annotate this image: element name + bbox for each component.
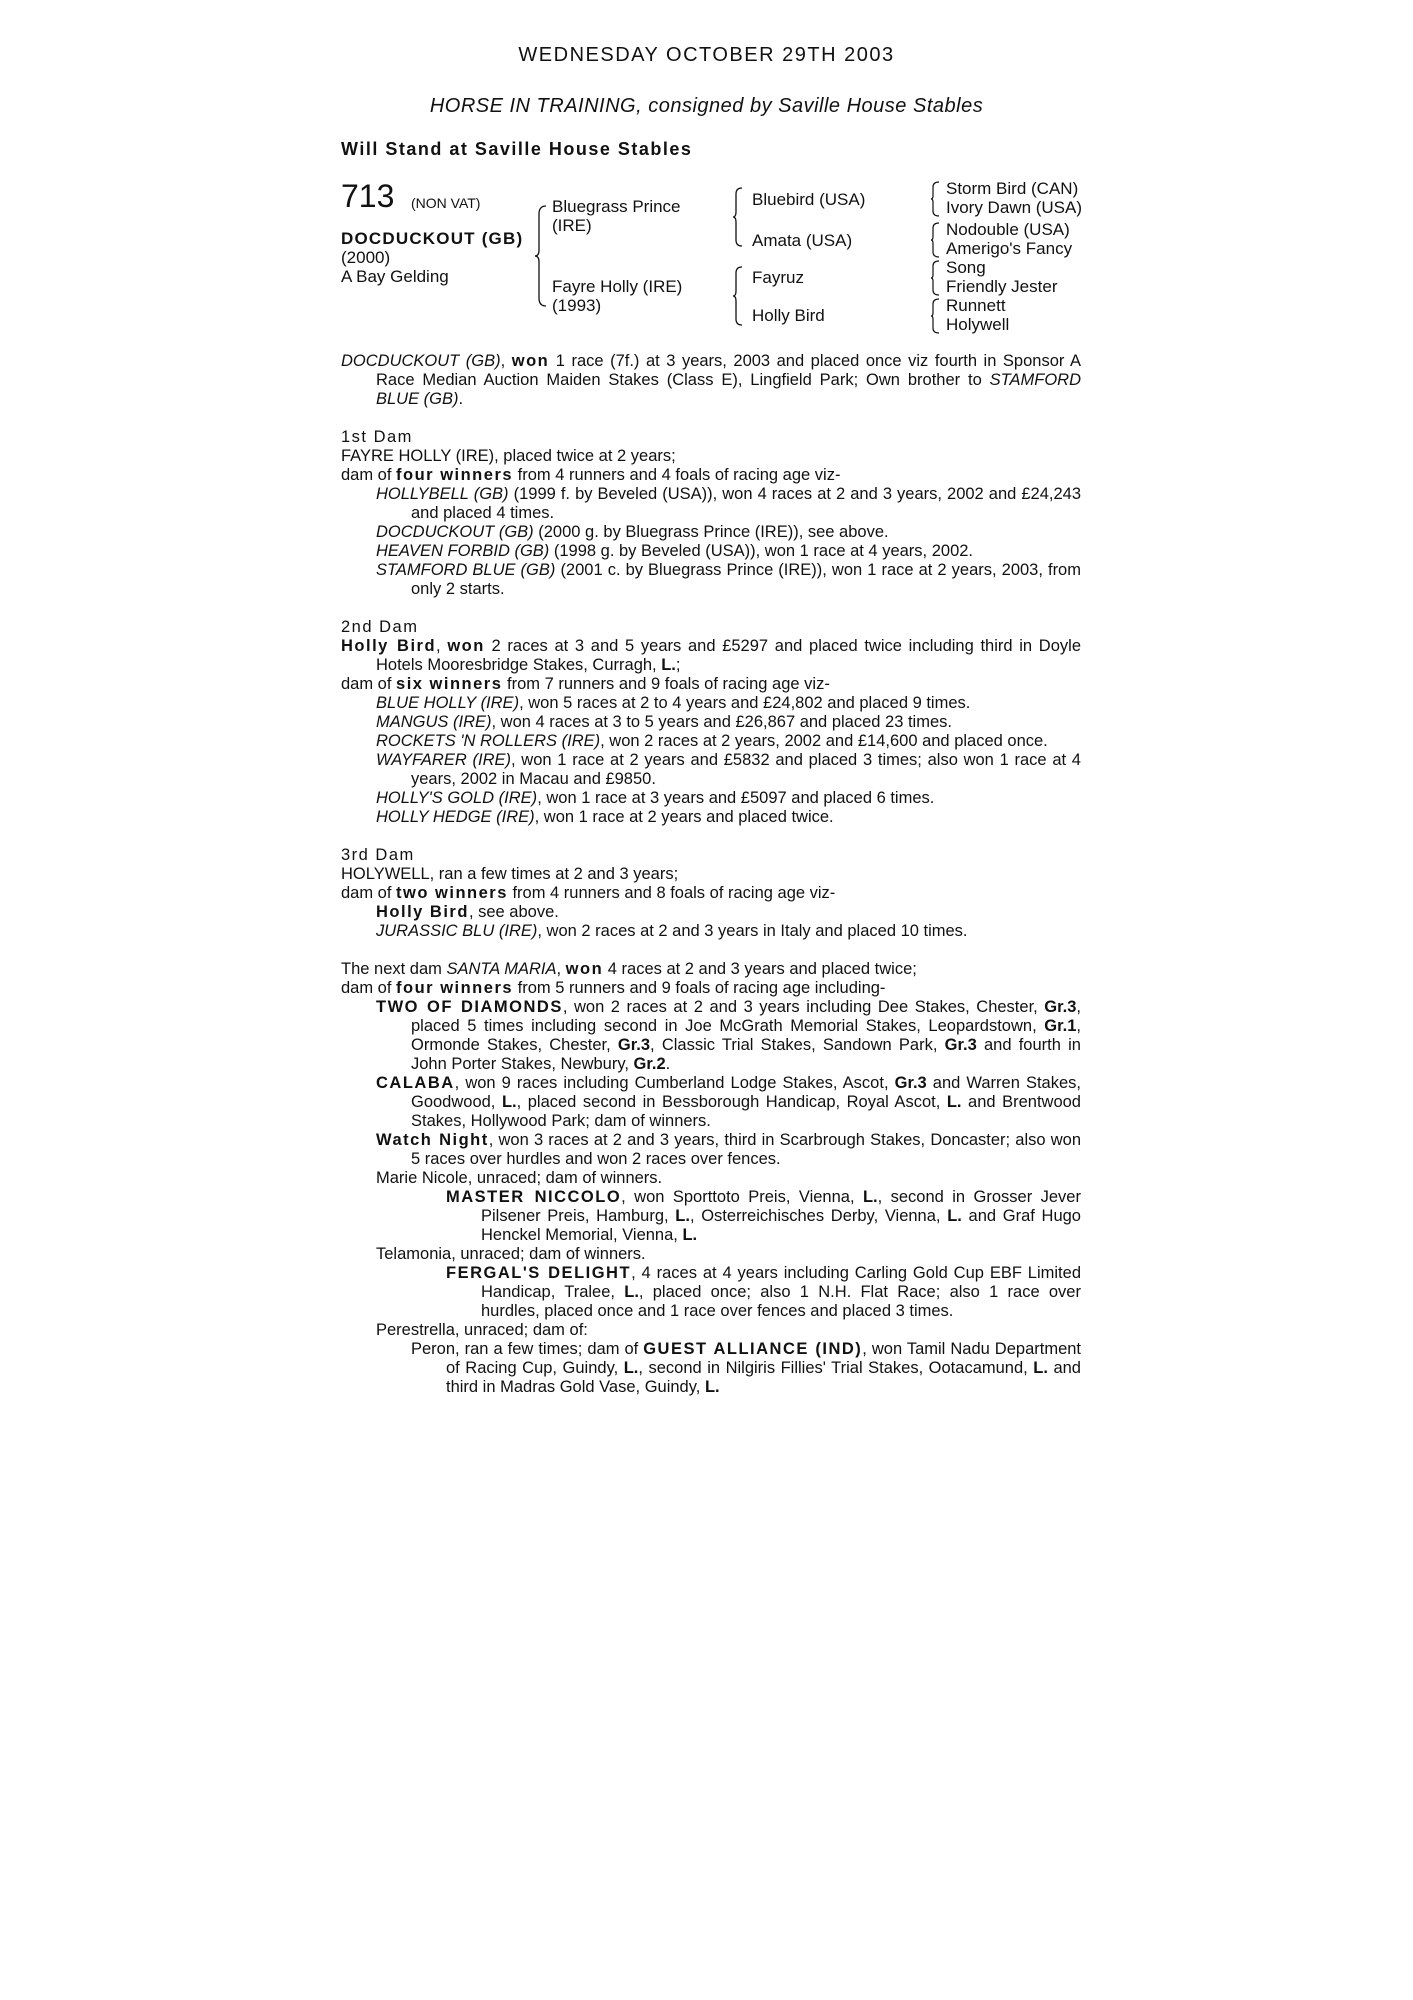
grade: Gr.3 <box>944 1036 977 1054</box>
pedigree-brace-g2 <box>930 221 940 259</box>
progeny-text: , won 5 races at 2 to 4 years and £24,802 and placed 9 times. <box>519 694 971 712</box>
progeny-name: FERGAL'S DELIGHT <box>446 1264 632 1282</box>
dam3-progeny-2 <box>341 922 1081 941</box>
dam2-produce-line <box>341 675 1081 694</box>
gg-5: Song <box>946 258 986 277</box>
intro-text-1: , <box>500 352 512 370</box>
dam1-pre: dam of <box>341 466 397 484</box>
pedigree-brace-main <box>534 204 548 308</box>
dam3-progeny-1 <box>341 903 1081 922</box>
dam1-produce-line <box>341 466 1081 485</box>
pedigree-sire <box>552 197 681 235</box>
progeny-name: ROCKETS 'N ROLLERS (IRE) <box>376 732 601 750</box>
dam2-line <box>341 637 1081 675</box>
dam3-post: from 4 runners and 8 foals of racing age viz- <box>507 884 836 902</box>
gg-7: Runnett <box>946 296 1006 315</box>
progeny-text: (2001 c. by Bluegrass Prince (IRE)), won 1 race at 2 years, 2003, from only 2 starts. <box>411 561 1081 598</box>
progeny-text: , won 1 race at 2 years and placed twice. <box>534 808 834 826</box>
progeny-name: MASTER NICCOLO <box>446 1188 622 1206</box>
pedigree-dam-dam: Holly Bird <box>752 306 825 325</box>
progeny-text: (1998 g. by Beveled (USA)), won 1 race at 4 years, 2002. <box>549 542 974 560</box>
dam1-heading: 1st Dam <box>341 428 413 446</box>
next-pre2: dam of <box>341 979 397 997</box>
grade: L. <box>682 1226 698 1244</box>
dam1-progeny-2 <box>341 523 1081 542</box>
pedigree-dam <box>552 277 682 315</box>
dam2-text-3: ; <box>675 656 681 674</box>
progeny-text: , won 1 race at 3 years and £5097 and placed 6 times. <box>537 789 935 807</box>
progeny-name: CALABA <box>376 1074 455 1092</box>
dam2-text-1: , <box>436 637 448 655</box>
grade: L. <box>946 1093 962 1111</box>
dam3-heading: 3rd Dam <box>341 846 415 864</box>
progeny-name: MANGUS (IRE) <box>376 713 492 731</box>
marie-nicole: Marie Nicole, unraced; dam of winners. <box>376 1169 663 1187</box>
horse-name: DOCDUCKOUT (GB) <box>341 229 524 248</box>
progeny-text: , won 4 races at 3 to 5 years and £26,867 and placed 23 times. <box>491 713 952 731</box>
dam-year: (1993) <box>552 296 602 315</box>
watch-night <box>341 1131 1081 1169</box>
progeny-text: , placed 5 times including second in Joe McGrath Memorial Stakes, Leopardstown, <box>411 998 1081 1035</box>
gg-1: Storm Bird (CAN) <box>946 179 1079 198</box>
dam2-progeny-5 <box>341 789 1081 808</box>
progeny-text: , second in Grosser Jever Pilsener Preis, Hamburg, <box>481 1188 1081 1225</box>
lot-subtitle: HORSE IN TRAINING, consigned by Saville House Stables <box>429 95 984 117</box>
gg-6: Friendly Jester <box>946 277 1058 296</box>
progeny-name: HOLLYBELL (GB) <box>376 485 509 503</box>
pedigree-sire-sire: Bluebird (USA) <box>752 190 866 209</box>
dam2-progeny-2 <box>341 713 1081 732</box>
pedigree-gen3 <box>946 179 1082 334</box>
next-won: won <box>565 960 604 978</box>
next-produce-line <box>341 979 1081 998</box>
progeny-text: , 4 races at 4 years including Carling Gold Cup EBF Limited Handicap, Tralee, <box>481 1264 1081 1301</box>
grade: L. <box>862 1188 878 1206</box>
intro-paragraph <box>341 352 1081 409</box>
progeny-text: , second in Nilgiris Fillies' Trial Stakes, Ootacamund, <box>638 1359 1034 1377</box>
intro-won: won <box>511 352 550 370</box>
dam3-line: HOLYWELL, ran a few times at 2 and 3 years; <box>341 865 679 883</box>
pedigree-brace-g4 <box>930 297 940 335</box>
gg-3: Nodouble (USA) <box>946 220 1070 239</box>
dam2-won: won <box>447 637 485 655</box>
progeny-text: (1999 f. by Beveled (USA)), won 4 races at 2 and 3 years, 2002 and £24,243 and placed 4 times. <box>411 485 1082 522</box>
stand-note: Will Stand at Saville House Stables <box>341 139 693 159</box>
progeny-name: BLUE HOLLY (IRE) <box>376 694 520 712</box>
progeny-text: (2000 g. by Bluegrass Prince (IRE)), see above. <box>533 523 889 541</box>
dam2-progeny-1 <box>341 694 1081 713</box>
peron <box>341 1340 1081 1397</box>
next-text-1: , <box>556 960 566 978</box>
dam3-produce-line <box>341 884 1081 903</box>
progeny-text: , see above. <box>468 903 559 921</box>
progeny-text: and Brentwood Stakes, Hollywood Park; dam of winners. <box>411 1093 1081 1130</box>
horse-year: (2000) <box>341 248 391 267</box>
progeny-text: , won 1 race at 2 years and £5832 and placed 3 times; also won 1 race at 4 years, 2002 in Macau and £9850. <box>411 751 1081 788</box>
grade: Gr.1 <box>1044 1017 1077 1035</box>
progeny-text: . <box>665 1055 671 1073</box>
grade: Gr.3 <box>617 1036 651 1054</box>
progeny-name: JURASSIC BLU (IRE) <box>376 922 538 940</box>
grade: L. <box>947 1207 962 1225</box>
pedigree-brace-g1 <box>930 180 940 218</box>
grade: L. <box>675 1207 690 1225</box>
dam2-post: from 7 runners and 9 foals of racing age viz- <box>502 675 830 693</box>
progeny-name: DOCDUCKOUT (GB) <box>376 523 534 541</box>
grade: L. <box>623 1359 639 1377</box>
dam3-winners: two winners <box>396 884 508 902</box>
progeny-name: Watch Night <box>376 1131 489 1149</box>
dam1-progeny-4 <box>341 561 1081 599</box>
pedigree-brace-g3 <box>930 259 940 297</box>
dam1-progeny-1 <box>341 485 1081 523</box>
pedigree-brace-dam <box>732 265 744 327</box>
grade: L. <box>501 1093 517 1111</box>
progeny-name: Holly Bird <box>376 903 469 921</box>
next-dam-line <box>341 960 1081 979</box>
vat-note: (NON VAT) <box>411 195 481 211</box>
progeny-text: , won 2 races at 2 and 3 years including Dee Stakes, Chester, <box>562 998 1045 1016</box>
pedigree-brace-sire <box>732 186 744 248</box>
intro-brother: STAMFORD BLUE (GB) <box>376 371 1081 408</box>
pedigree-dam-sire: Fayruz <box>752 268 804 287</box>
next-text-2: 4 races at 2 and 3 years and placed twice; <box>603 960 917 978</box>
progeny-name: HOLLY HEDGE (IRE) <box>376 808 535 826</box>
next-dam-name: SANTA MARIA <box>446 960 557 978</box>
progeny-text: and third in Madras Gold Vase, Guindy, <box>446 1359 1081 1396</box>
progeny-text: and Graf Hugo Henckel Memorial, Vienna, <box>481 1207 1081 1244</box>
dam2-progeny-3 <box>341 732 1081 751</box>
dam2-progeny-6 <box>341 808 1081 827</box>
dam-name: Fayre Holly (IRE) <box>552 277 683 296</box>
progeny-text: Peron, ran a few times; dam of <box>411 1340 644 1358</box>
progeny-text: , placed once; also 1 N.H. Flat Race; also 1 race over hurdles, placed once and 1 race over fences and placed 3 times. <box>481 1283 1081 1320</box>
grade: Gr.2 <box>633 1055 666 1073</box>
next-pre: The next dam <box>341 960 447 978</box>
sire-origin: (IRE) <box>552 216 592 235</box>
grade: L. <box>624 1283 639 1301</box>
master-niccolo <box>341 1188 1081 1245</box>
dam2-progeny-4 <box>341 751 1081 789</box>
dam2-winners: six winners <box>396 675 503 693</box>
progeny-text: , won 2 races at 2 and 3 years in Italy and placed 10 times. <box>537 922 968 940</box>
intro-text-3: . <box>458 390 464 408</box>
sale-date: WEDNESDAY OCTOBER 29TH 2003 <box>518 44 895 66</box>
gg-4: Amerigo's Fancy <box>946 239 1073 258</box>
grade: Gr.3 <box>894 1074 927 1092</box>
dam2-listed: L. <box>661 656 676 674</box>
dam1-post: from 4 runners and 4 foals of racing age viz- <box>513 466 841 484</box>
lot-number: 713 <box>341 178 395 214</box>
calaba <box>341 1074 1081 1131</box>
progeny-name: HEAVEN FORBID (GB) <box>376 542 550 560</box>
progeny-name: HOLLY'S GOLD (IRE) <box>376 789 538 807</box>
dam1-line: FAYRE HOLLY (IRE), placed twice at 2 years; <box>341 447 676 465</box>
grade: L. <box>704 1378 720 1396</box>
progeny-text: , won 9 races including Cumberland Lodge Stakes, Ascot, <box>454 1074 895 1092</box>
next-post2: from 5 runners and 9 foals of racing age including- <box>513 979 886 997</box>
sire-name: Bluegrass Prince <box>552 197 681 216</box>
progeny-text: , won Tamil Nadu Department of Racing Cup, Guindy, <box>446 1340 1082 1377</box>
progeny-text: , placed second in Bessborough Handicap, Royal Ascot, <box>516 1093 947 1111</box>
two-of-diamonds <box>341 998 1081 1074</box>
dam2-name: Holly Bird <box>341 637 437 655</box>
dam1-winners: four winners <box>396 466 514 484</box>
progeny-name: WAYFARER (IRE) <box>376 751 511 769</box>
progeny-text: , won 3 races at 2 and 3 years, third in Scarbrough Stakes, Doncaster; also won 5 races over hurdles and won 2 races over fences. <box>411 1131 1082 1168</box>
next-winners: four winners <box>396 979 514 997</box>
pedigree-notes <box>341 352 1081 1397</box>
progeny-text: and fourth in John Porter Stakes, Newbury, <box>411 1036 1081 1073</box>
dam3-pre: dam of <box>341 884 397 902</box>
progeny-text: and Warren Stakes, Goodwood, <box>411 1074 1081 1111</box>
pedigree-sire-dam: Amata (USA) <box>752 231 853 250</box>
telamonia: Telamonia, unraced; dam of winners. <box>376 1245 646 1263</box>
progeny-text: , Osterreichisches Derby, Vienna, <box>689 1207 948 1225</box>
intro-text-2: 1 race (7f.) at 3 years, 2003 and placed once viz fourth in Sponsor A Race Median Auction Maiden Stakes (Class E), Lingfield Park; Own brother to <box>376 352 1081 389</box>
dam2-heading: 2nd Dam <box>341 618 419 636</box>
dam2-pre: dam of <box>341 675 397 693</box>
progeny-name: STAMFORD BLUE (GB) <box>376 561 556 579</box>
progeny-name: GUEST ALLIANCE (IND) <box>643 1340 863 1358</box>
fergals-delight <box>341 1264 1081 1321</box>
progeny-name: TWO OF DIAMONDS <box>376 998 563 1016</box>
grade: Gr.3 <box>1044 998 1077 1016</box>
perestrella: Perestrella, unraced; dam of: <box>376 1321 588 1339</box>
intro-horse: DOCDUCKOUT (GB) <box>341 352 501 370</box>
progeny-text: , Ormonde Stakes, Chester, <box>411 1017 1081 1054</box>
gg-2: Ivory Dawn (USA) <box>946 198 1083 217</box>
progeny-text: , won 2 races at 2 years, 2002 and £14,600 and placed once. <box>600 732 1048 750</box>
horse-description: A Bay Gelding <box>341 267 449 286</box>
progeny-text: , Classic Trial Stakes, Sandown Park, <box>650 1036 945 1054</box>
progeny-text: , won Sporttoto Preis, Vienna, <box>621 1188 863 1206</box>
dam2-text-2: 2 races at 3 and 5 years and £5297 and placed twice including third in Doyle Hotels Mooresbridge Stakes, Curragh, <box>376 637 1081 674</box>
grade: L. <box>1033 1359 1048 1377</box>
gg-8: Holywell <box>946 315 1010 334</box>
dam1-progeny-3 <box>341 542 1081 561</box>
